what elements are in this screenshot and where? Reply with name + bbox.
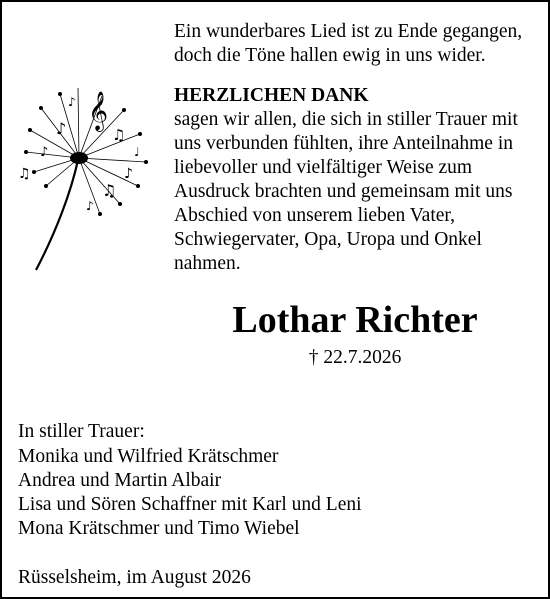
thanks-line: Abschied von unserem lieben Vater,	[174, 205, 455, 226]
thanks-line: uns verbunden fühlten, ihre Anteilnahme in	[174, 133, 514, 154]
svg-text:♪: ♪	[86, 199, 94, 213]
poem-verse	[174, 20, 534, 68]
place-and-date: Rüsselsheim, im August 2026	[18, 567, 251, 588]
mourners-heading: In stiller Trauer:	[18, 421, 145, 442]
death-date: † 22.7.2026	[308, 347, 402, 368]
poem-line: doch die Töne hallen ewig in uns wider.	[174, 45, 486, 66]
mourner-entry: Monika und Wilfried Krätschmer	[18, 446, 279, 467]
mourner-entry: Andrea und Martin Albair	[18, 470, 222, 491]
svg-text:♫: ♫	[18, 166, 31, 182]
thanks-line: Schwiegervater, Opa, Uropa und Onkel	[174, 229, 482, 250]
thanks-line: liebevoller und vielfältiger Weise zum	[174, 157, 473, 178]
thanks-heading: HERZLICHEN DANK	[174, 85, 369, 106]
thanks-section	[174, 84, 536, 276]
svg-text:♩: ♩	[134, 145, 140, 159]
deceased-name: Lothar Richter	[232, 299, 478, 341]
svg-text:♫: ♫	[102, 181, 117, 200]
svg-text:𝄞: 𝄞	[88, 91, 109, 131]
svg-text:♪: ♪	[124, 166, 133, 182]
thanks-line: nahmen.	[174, 253, 241, 274]
mourner-entry: Mona Krätschmer und Timo Wiebel	[18, 518, 300, 539]
svg-text:♫: ♫	[112, 126, 126, 144]
svg-text:♪: ♪	[40, 145, 49, 160]
poem-line: Ein wunderbares Lied ist zu Ende gegangen,	[174, 21, 523, 42]
thanks-line: Ausdruck brachten und gemeinsam mit uns	[174, 181, 513, 202]
svg-text:♪: ♪	[68, 95, 76, 109]
mourner-entry: Lisa und Sören Schaffner mit Karl und Leni	[18, 494, 362, 515]
thanks-line: sagen wir allen, die sich in stiller Trauer mit	[174, 109, 518, 130]
mourners-list	[18, 445, 362, 541]
dandelion-music-notes-icon	[16, 82, 166, 272]
svg-text:♪: ♪	[56, 119, 67, 138]
